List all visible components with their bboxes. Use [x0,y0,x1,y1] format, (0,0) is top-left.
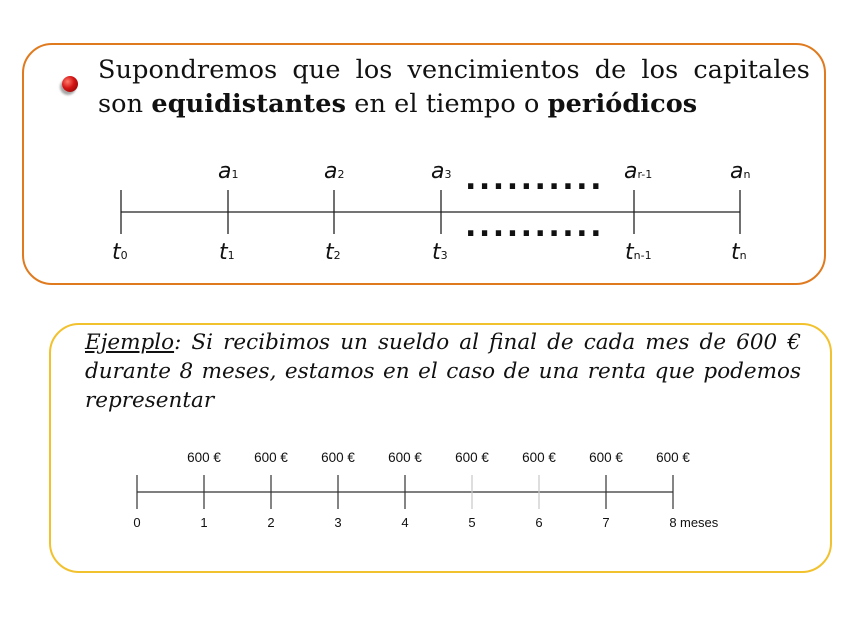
payment-amount-label: 600 € [589,450,623,465]
period-label: t3 [432,240,448,265]
period-label: tn [731,240,747,265]
payment-amount-label: 600 € [187,450,221,465]
month-label: 0 [133,515,141,530]
ellipsis-dots-top: .......... [465,162,604,197]
period-label: t1 [219,240,235,265]
capital-label: a2 [324,159,345,184]
month-label: 1 [200,515,208,530]
period-label: t2 [325,240,341,265]
month-label: 3 [334,515,342,530]
payment-amount-label: 600 € [522,450,556,465]
intro-bold-periodicos: periódicos [547,89,698,119]
example-text: : Si recibimos un sueldo al final de cada mes de 600 € durante 8 meses, estamos en el caso de una renta que podemos representar [85,330,801,413]
payment-amount-label: 600 € [455,450,489,465]
intro-bold-equidistantes: equidistantes [151,89,347,119]
payment-amount-label: 600 € [254,450,288,465]
capital-label: a1 [218,159,239,184]
payment-amount-label: 600 € [321,450,355,465]
intro-text-1: Supondremos que los vencimientos de los capitales son [98,55,810,119]
payment-amount-label: 600 € [656,450,690,465]
month-label: 6 [535,515,543,530]
month-unit-label: meses [680,515,719,530]
month-label: 4 [401,515,409,530]
capital-label: a3 [431,159,452,184]
month-label: 8 [669,515,677,530]
intro-text-2: en el tiempo o [354,89,540,119]
example-label: Ejemplo [85,330,175,355]
payment-amount-label: 600 € [388,450,422,465]
capital-label: an [730,159,751,184]
month-label: 7 [602,515,610,530]
period-label: t0 [112,240,128,265]
month-label: 2 [267,515,275,530]
month-label: 5 [468,515,476,530]
period-label: tn-1 [625,240,652,265]
ellipsis-dots-bottom: .......... [465,209,604,244]
capital-label: ar-1 [624,159,653,184]
